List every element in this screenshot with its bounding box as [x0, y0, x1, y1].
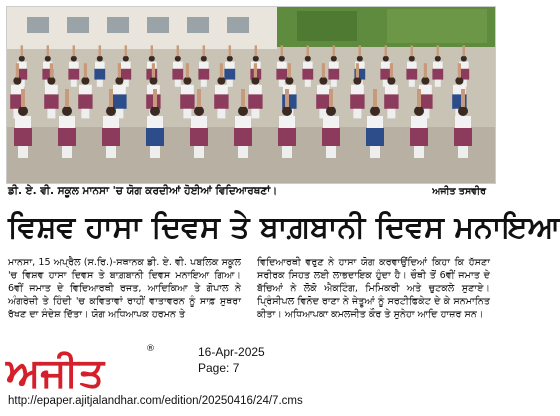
student-shirt: [317, 85, 330, 95]
student-head: [305, 56, 311, 62]
student-uniform: [432, 69, 443, 80]
student-legs: [435, 80, 441, 87]
student-legs: [282, 146, 292, 158]
caption-bar: [6, 183, 494, 201]
student-uniform: [44, 94, 58, 108]
student-arms: [177, 45, 179, 56]
student-head: [81, 77, 89, 85]
student-shirt: [367, 116, 383, 128]
student-arms: [281, 45, 283, 56]
student-legs: [409, 80, 415, 87]
student-legs: [326, 146, 336, 158]
student-arms: [437, 45, 439, 56]
student-shirt: [69, 62, 79, 69]
student-shirt: [147, 116, 163, 128]
student-shirt: [103, 116, 119, 128]
student-uniform: [112, 94, 126, 108]
student-arms: [424, 63, 427, 77]
student-arms: [203, 45, 205, 56]
student-legs: [62, 146, 72, 158]
student-arms: [241, 89, 245, 107]
student-uniform: [14, 128, 32, 146]
student-head: [106, 106, 116, 116]
student-arms: [254, 63, 257, 77]
student-uniform: [190, 128, 208, 146]
student-uniform: [180, 94, 194, 108]
student-arms: [84, 63, 87, 77]
student-head: [150, 106, 160, 116]
student-head: [331, 56, 337, 62]
student-uniform: [276, 69, 287, 80]
student-arms: [186, 63, 189, 77]
student-head: [18, 106, 28, 116]
student-arms: [417, 89, 421, 107]
photo-caption: ਡੀ. ਏ. ਵੀ. ਸਕੂਲ ਮਾਨਸਾ 'ਚ ਯੋਗ ਕਰਦੀਆਂ ਹੋਈਆਂ ਵਿਦਿਆਰਥਣਾਂ।: [8, 185, 278, 197]
student-uniform: [302, 69, 313, 80]
student-shirt: [385, 85, 398, 95]
student-legs: [183, 109, 191, 119]
student-shirt: [79, 85, 92, 95]
student-shirt: [351, 85, 364, 95]
student-legs: [150, 146, 160, 158]
student-uniform: [224, 69, 235, 80]
student-head: [194, 106, 204, 116]
student-head: [47, 77, 55, 85]
student-head: [97, 56, 103, 62]
student-arms: [458, 63, 461, 77]
page-number: Page: 7: [198, 361, 240, 375]
student-head: [326, 106, 336, 116]
student-arms: [73, 45, 75, 56]
student-legs: [18, 146, 28, 158]
student-arms: [65, 89, 69, 107]
student-head: [251, 77, 259, 85]
student-arms: [47, 45, 49, 56]
student-uniform: [406, 69, 417, 80]
student-head: [115, 77, 123, 85]
student-legs: [353, 109, 361, 119]
student-shirt: [215, 85, 228, 95]
student-uniform: [102, 128, 120, 146]
student-head: [421, 77, 429, 85]
student-head: [357, 56, 363, 62]
student-arms: [411, 45, 413, 56]
edition-date: 16-Apr-2025: [198, 345, 265, 359]
student-legs: [458, 146, 468, 158]
student-head: [387, 77, 395, 85]
student-legs: [217, 109, 225, 119]
student-arms: [21, 89, 25, 107]
student-head: [149, 77, 157, 85]
student-uniform: [350, 94, 364, 108]
student-legs: [201, 80, 207, 87]
student-head: [71, 56, 77, 62]
student-uniform: [172, 69, 183, 80]
student-head: [282, 106, 292, 116]
student-arms: [285, 89, 289, 107]
article-column-left: [8, 256, 241, 321]
student-arms: [151, 45, 153, 56]
student-uniform: [234, 128, 252, 146]
student-head: [455, 77, 463, 85]
student-head: [123, 56, 129, 62]
epaper-url[interactable]: http://epaper.ajitjalandhar.com/edition/20250416/24/7.cms: [8, 395, 303, 407]
student-head: [238, 106, 248, 116]
student-head: [383, 56, 389, 62]
student-legs: [331, 80, 337, 87]
student-shirt: [173, 62, 183, 69]
student-arms: [356, 63, 359, 77]
student-shirt: [191, 116, 207, 128]
student-head: [458, 106, 468, 116]
student-legs: [238, 146, 248, 158]
student-legs: [251, 109, 259, 119]
student-uniform: [316, 94, 330, 108]
student-shirt: [225, 62, 235, 69]
student-arms: [461, 89, 465, 107]
student-legs: [194, 146, 204, 158]
student-uniform: [322, 128, 340, 146]
student-head: [285, 77, 293, 85]
student-head: [253, 56, 259, 62]
student-legs: [71, 80, 77, 87]
article-column-right: [257, 256, 490, 321]
student-arms: [152, 63, 155, 77]
student-head: [227, 56, 233, 62]
student-shirt: [235, 116, 251, 128]
student-uniform: [384, 94, 398, 108]
article-text-left: ਮਾਨਸਾ, 15 ਅਪ੍ਰੈਲ (ਸ.ਰਿ.)-ਸਥਾਨਕ ਡੀ. ਏ. ਵੀ. ਪਬਲਿਕ ਸਕੂਲ 'ਚ ਵਿਸ਼ਵ ਹਾਸਾ ਦਿਵਸ ਤੇ ਬਾਗ਼ਬਾਨੀ ਦਿਵਸ ਮਨਾਇਆ ਗਿਆ। 6ਵੀਂ ਜਮਾਤ ਦੇ ਵਿਦਿਆਰਥੀ ਰਜਤ, ਆਦਿਕਿਆ ਤੇ ਗੋਪਾਲ ਨੇ ਅੰਗਰੇਜ਼ੀ ਤੇ ਹਿੰਦੀ 'ਚ ਕਵਿਤਾਵਾਂ ਰਾਹੀਂ ਵਾਤਾਵਰਨ ਨੂੰ ਸਾਫ਼ ਸੁਥਰਾ ਰੱਖਣ ਦਾ ਸੰਦੇਸ਼ ਦਿੱਤਾ। ਯੋਗ ਅਧਿਆਪਕ ਹਰਮਨ ਤੇ: [8, 257, 241, 320]
photo-credit: ਅਜੀਤ ਤਸਵੀਰ: [432, 186, 486, 197]
registered-mark: ®: [146, 344, 155, 354]
student-shirt: [279, 116, 295, 128]
student-arms: [21, 45, 23, 56]
student-legs: [81, 109, 89, 119]
student-uniform: [94, 69, 105, 80]
student-shirt: [199, 62, 209, 69]
student-head: [62, 106, 72, 116]
student-uniform: [248, 94, 262, 108]
student-uniform: [78, 94, 92, 108]
student-arms: [109, 89, 113, 107]
student-shirt: [303, 62, 313, 69]
student-head: [45, 56, 51, 62]
student-uniform: [68, 69, 79, 80]
student-arms: [229, 45, 231, 56]
student-arms: [255, 45, 257, 56]
student-legs: [305, 80, 311, 87]
student-uniform: [214, 94, 228, 108]
student-arms: [99, 45, 101, 56]
student-arms: [197, 89, 201, 107]
logo-text: ਅਜੀਤ: [6, 350, 105, 396]
student-uniform: [146, 128, 164, 146]
student-arms: [373, 89, 377, 107]
student-shirt: [329, 62, 339, 69]
student-head: [353, 77, 361, 85]
student-shirt: [121, 62, 131, 69]
student-head: [319, 77, 327, 85]
student-shirt: [455, 116, 471, 128]
student-head: [414, 106, 424, 116]
ajit-logo: [4, 344, 164, 396]
student-head: [279, 56, 285, 62]
student-legs: [414, 146, 424, 158]
student-arms: [118, 63, 121, 77]
student-head: [409, 56, 415, 62]
student-shirt: [407, 62, 417, 69]
article-text-right: ਵਿਦਿਆਰਥੀ ਵਰੁਣ ਨੇ ਹਾਸਾ ਯੋਗ ਕਰਵਾਉਂਦਿਆਂ ਕਿਹਾ ਕਿ ਹੱਸਣਾ ਸਰੀਰਕ ਸਿਹਤ ਲਈ ਲਾਭਦਾਇਕ ਹੁੰਦਾ ਹੈ। ਚੌਥੀ ਤੋਂ 6ਵੀਂ ਜਮਾਤ ਦੇ ਬੱਚਿਆਂ ਨੇ ਲੋਕੋ ਐਕਟਿੰਗ, ਮਿਮਿਕਰੀ ਅਤੇ ਚੁਟਕਲੇ ਸੁਣਾਏ। ਪ੍ਰਿੰਸੀਪਲ ਵਿਨੋਦ ਰਾਣਾ ਨੇ ਜੇਤੂਆਂ ਨੂੰ ਸਰਟੀਫਿਕੇਟ ਦੇ ਕੇ ਸਨਮਾਨਿਤ ਕੀਤਾ। ਅਧਿਆਪਕਾ ਕਮਲਜੀਤ ਕੌਰ ਤੇ ਸੁਨੇਹਾ ਆਦਿ ਹਾਜ਼ਰ ਸਨ।: [257, 257, 490, 320]
student-arms: [220, 63, 223, 77]
student-head: [370, 106, 380, 116]
student-shirt: [433, 62, 443, 69]
student-arms: [390, 63, 393, 77]
student-arms: [463, 45, 465, 56]
student-arms: [153, 89, 157, 107]
student-shirt: [59, 116, 75, 128]
student-arms: [322, 63, 325, 77]
student-shirt: [381, 62, 391, 69]
student-arms: [50, 63, 53, 77]
student-legs: [370, 146, 380, 158]
student-uniform: [454, 128, 472, 146]
student-shirt: [283, 85, 296, 95]
student-shirt: [323, 116, 339, 128]
headline: ਵਿਸ਼ਵ ਹਾਸਾ ਦਿਵਸ ਤੇ ਬਾਗ਼ਬਾਨੀ ਦਿਵਸ ਮਨਾਇਆ: [8, 210, 560, 245]
student-legs: [175, 80, 181, 87]
student-shirt: [249, 85, 262, 95]
student-uniform: [58, 128, 76, 146]
student-arms: [16, 63, 19, 77]
student-head: [461, 56, 467, 62]
student-uniform: [328, 69, 339, 80]
student-legs: [97, 80, 103, 87]
student-shirt: [95, 62, 105, 69]
student-head: [19, 56, 25, 62]
student-shirt: [45, 85, 58, 95]
student-arms: [329, 89, 333, 107]
student-head: [183, 77, 191, 85]
student-head: [13, 77, 21, 85]
student-arms: [385, 45, 387, 56]
student-arms: [333, 45, 335, 56]
student-uniform: [366, 128, 384, 146]
news-photo: [6, 6, 496, 184]
student-arms: [359, 45, 361, 56]
student-arms: [125, 45, 127, 56]
student-uniform: [278, 128, 296, 146]
student-shirt: [277, 62, 287, 69]
student-legs: [387, 109, 395, 119]
student-head: [435, 56, 441, 62]
student-shirt: [15, 116, 31, 128]
student-uniform: [198, 69, 209, 80]
student-legs: [106, 146, 116, 158]
student-head: [201, 56, 207, 62]
students-yoga-photo: [7, 7, 495, 183]
student-uniform: [410, 128, 428, 146]
student-head: [175, 56, 181, 62]
student-legs: [47, 109, 55, 119]
student-head: [217, 77, 225, 85]
student-arms: [288, 63, 291, 77]
student-arms: [307, 45, 309, 56]
student-head: [149, 56, 155, 62]
student-shirt: [411, 116, 427, 128]
student-shirt: [113, 85, 126, 95]
student-shirt: [181, 85, 194, 95]
